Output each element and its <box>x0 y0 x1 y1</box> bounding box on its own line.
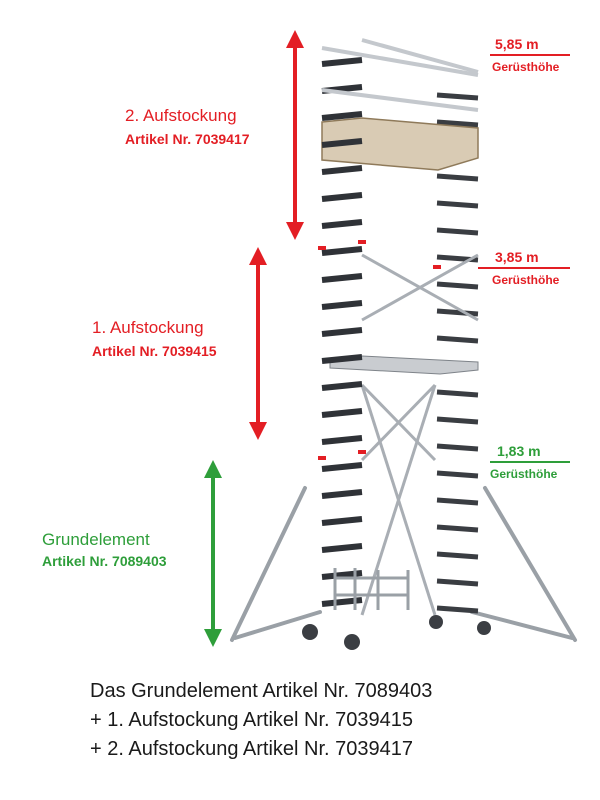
caption-line-2: + 1. Aufstockung Artikel Nr. 7039415 <box>90 709 413 731</box>
base-section-title: Grundelement <box>42 530 150 549</box>
back-rung <box>437 95 478 98</box>
front-rungs <box>322 60 362 604</box>
front-rung <box>322 384 362 388</box>
height-middle-value: 3,85 m <box>495 249 539 265</box>
height-base-value: 1,83 m <box>497 443 541 459</box>
front-rung <box>322 60 362 64</box>
front-rung <box>322 276 362 280</box>
front-rung <box>322 114 362 118</box>
back-rung <box>437 608 478 611</box>
diagonal-braces <box>362 255 478 615</box>
back-rung <box>437 527 478 530</box>
height-top-value: 5,85 m <box>495 36 539 52</box>
height-middle-caption: Gerüsthöhe <box>492 273 560 287</box>
front-rung <box>322 357 362 361</box>
front-rung <box>322 141 362 145</box>
front-rung <box>322 519 362 523</box>
front-rung <box>322 330 362 334</box>
base-section-article: Artikel Nr. 7089403 <box>42 553 167 569</box>
back-rung <box>437 473 478 476</box>
wheels <box>302 615 491 650</box>
front-frame <box>322 12 362 665</box>
back-rung <box>437 581 478 584</box>
height-base-caption: Gerüsthöhe <box>490 467 558 481</box>
back-rung <box>437 554 478 557</box>
front-rung <box>322 438 362 442</box>
caption-line-1: Das Grundelement Artikel Nr. 7089403 <box>90 680 433 702</box>
height-middle-line <box>478 267 570 269</box>
platforms <box>322 118 478 374</box>
guard-rails <box>322 40 478 110</box>
arrow-middle <box>249 247 267 440</box>
front-rung <box>322 168 362 172</box>
front-rung <box>322 411 362 415</box>
back-rung <box>437 419 478 422</box>
back-rung <box>437 176 478 179</box>
back-rung <box>437 446 478 449</box>
height-top-line <box>490 54 570 56</box>
back-rung <box>437 338 478 341</box>
back-rung <box>437 230 478 233</box>
front-rung <box>322 492 362 496</box>
back-rung <box>437 311 478 314</box>
front-rung <box>322 546 362 550</box>
caption-line-3: + 2. Aufstockung Artikel Nr. 7039417 <box>90 738 413 760</box>
front-rung <box>322 249 362 253</box>
height-base-line <box>490 461 570 463</box>
back-rungs <box>437 95 478 611</box>
back-rung <box>437 500 478 503</box>
top-section-title: 2. Aufstockung <box>125 106 237 125</box>
height-top-caption: Gerüsthöhe <box>492 60 560 74</box>
front-rung <box>322 222 362 226</box>
arrow-base <box>204 460 222 647</box>
arrow-top <box>286 30 304 240</box>
front-rung <box>322 195 362 199</box>
middle-section-title: 1. Aufstockung <box>92 318 204 337</box>
front-rung <box>322 303 362 307</box>
top-section-article: Artikel Nr. 7039417 <box>125 131 250 147</box>
middle-section-article: Artikel Nr. 7039415 <box>92 343 217 359</box>
front-rung <box>322 465 362 469</box>
back-rung <box>437 392 478 395</box>
back-rung <box>437 203 478 206</box>
back-rung <box>437 284 478 287</box>
